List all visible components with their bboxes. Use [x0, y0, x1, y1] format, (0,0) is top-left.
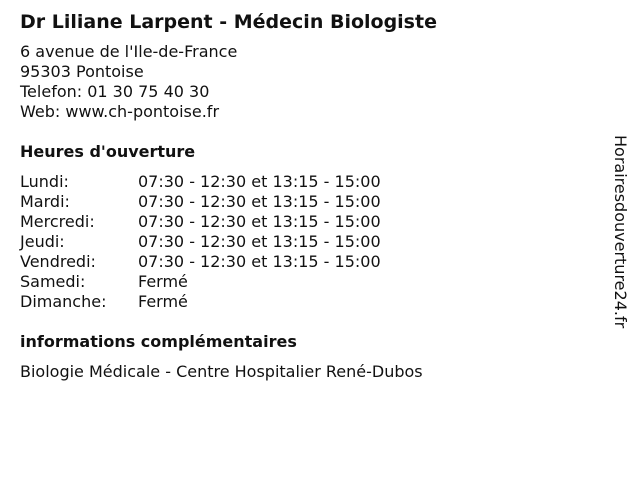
additional-info-heading: informations complémentaires: [20, 332, 297, 351]
hours-day: Mercredi:: [20, 212, 95, 231]
page-title: Dr Liliane Larpent - Médecin Biologiste: [20, 11, 437, 33]
hours-day: Lundi:: [20, 172, 69, 191]
hours-row-sunday: [20, 292, 610, 312]
address-city: 95303 Pontoise: [20, 62, 144, 81]
phone-line: Telefon: 01 30 75 40 30: [20, 82, 210, 101]
hours-row-wednesday: [20, 212, 610, 232]
web-line: Web: www.ch-pontoise.fr: [20, 102, 220, 121]
hours-time: 07:30 - 12:30 et 13:15 - 15:00: [138, 232, 381, 251]
opening-hours-heading: Heures d'ouverture: [20, 142, 196, 161]
hours-row-thursday: [20, 232, 610, 252]
hours-row-tuesday: [20, 192, 610, 212]
hours-time: 07:30 - 12:30 et 13:15 - 15:00: [138, 172, 381, 191]
hours-day: Dimanche:: [20, 292, 107, 311]
hours-row-saturday: [20, 272, 610, 292]
hours-row-friday: [20, 252, 610, 272]
hours-day: Jeudi:: [20, 232, 65, 251]
site-watermark: Horairesdouverture24.fr: [611, 135, 630, 329]
hours-time: 07:30 - 12:30 et 13:15 - 15:00: [138, 252, 381, 271]
additional-info-text: Biologie Médicale - Centre Hospitalier René-Dubos: [20, 362, 423, 381]
hours-time: 07:30 - 12:30 et 13:15 - 15:00: [138, 212, 381, 231]
hours-time: Fermé: [138, 272, 188, 291]
page-content: [20, 10, 610, 382]
hours-time: Fermé: [138, 292, 188, 311]
hours-time: 07:30 - 12:30 et 13:15 - 15:00: [138, 192, 381, 211]
hours-row-monday: [20, 172, 610, 192]
opening-hours-list: [20, 172, 610, 312]
hours-day: Samedi:: [20, 272, 86, 291]
hours-day: Vendredi:: [20, 252, 96, 271]
hours-day: Mardi:: [20, 192, 70, 211]
address-street: 6 avenue de l'Ile-de-France: [20, 42, 238, 61]
